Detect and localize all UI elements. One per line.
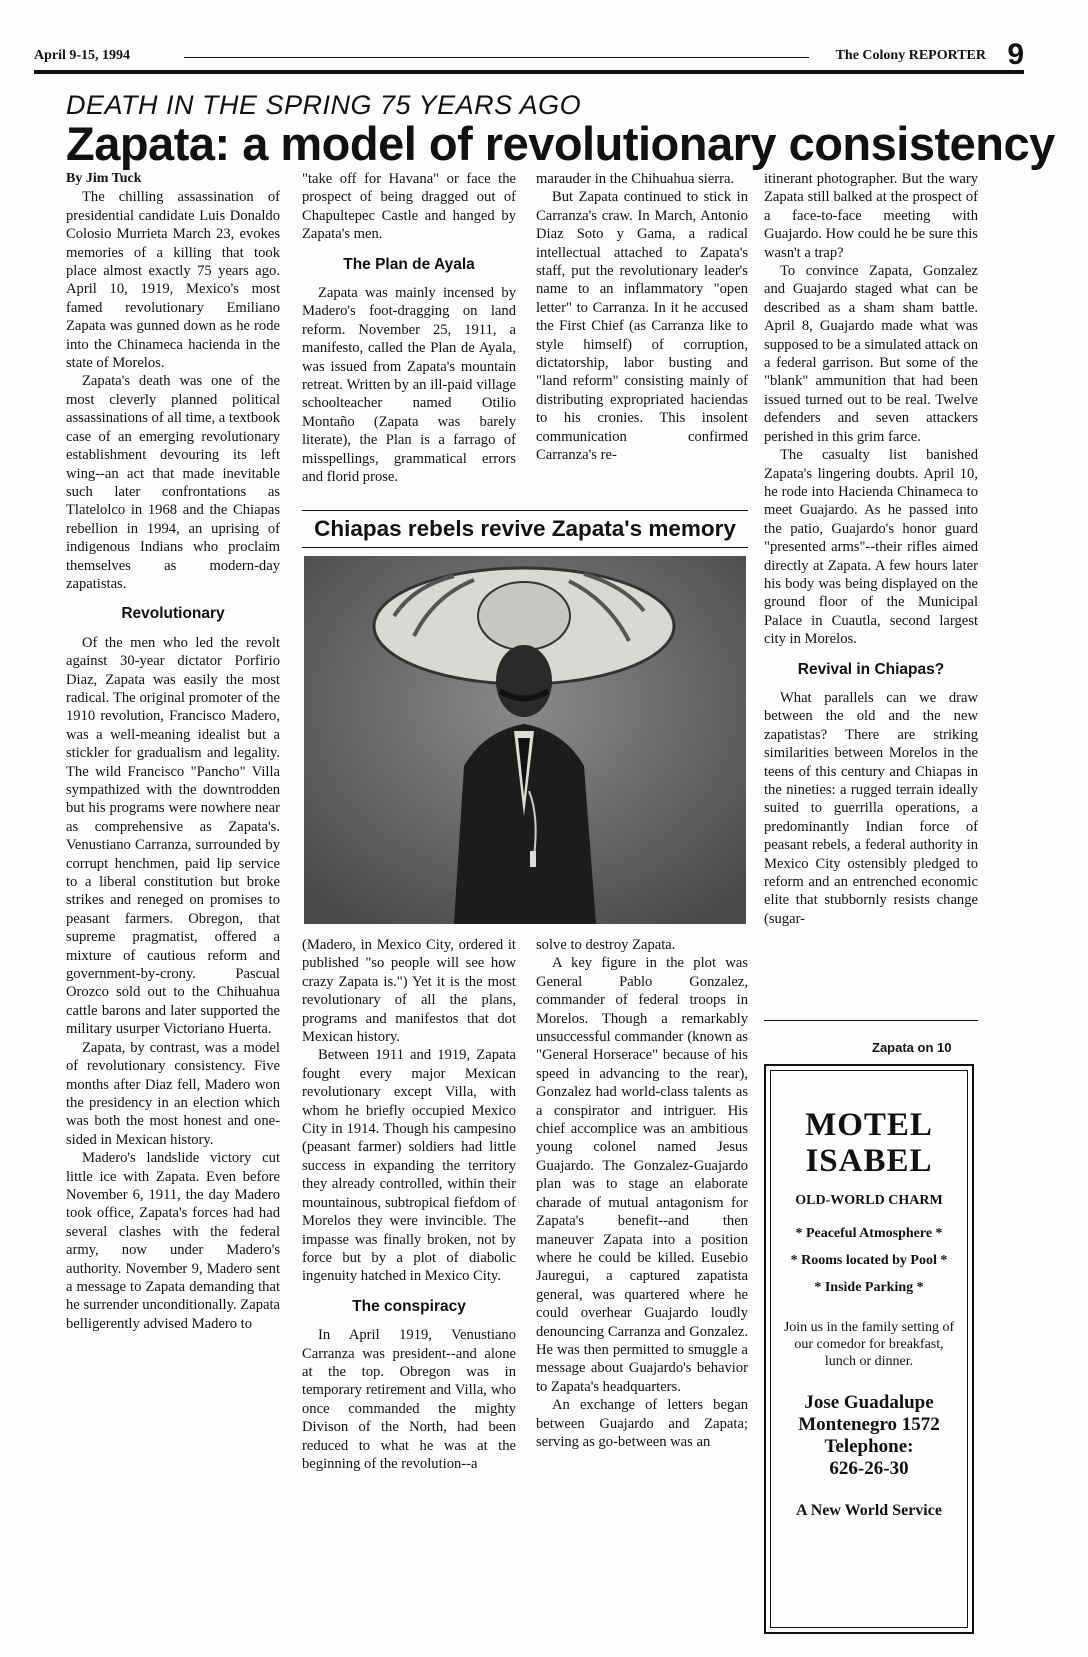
- paragraph: Of the men who led the revolt against 30-year dictator Porfirio Diaz, Zapata was easily the most radical. The original promoter of the 1910 revolution, Francisco Madero, was a well-meaning idealist but a stickler for gradualism and legality. The wild Francisco "Pancho" Villa sympathized with the downtrodden but his programs were nowhere near as comprehensive as Zapata's. Venustiano Carranza, surrounded by corrupt henchmen, paid lip service to a liberal constitution but broke strikes and reneged on promises to peasant farmers. Obregon, that supreme pragmatist, offered a mixture of cautious reform and government-by-crony. Pascual Orozco sold out to the Chihuahua cattle barons and later supported the military usurper Victoriano Huerta.: [66, 634, 280, 1038]
- paragraph: But Zapata continued to stick in Carranza's craw. In March, Antonio Diaz Soto y Gama, a radical intellectual attached to Zapata's staff, put the revolutionary leader's name to an inflammatory "open letter" to Carranza. In it he accused the First Chief (as Carranza like to style himself) of corruption, dictatorship, labor busting and "land reform" consisting mainly of distributing expropriated haciendas to his cronies. This insolent communication confirmed Carranza's re-: [536, 189, 748, 464]
- ad-address-line: Montenegro 1572: [798, 1414, 940, 1435]
- page-number: 9: [1007, 38, 1024, 71]
- paragraph: A key figure in the plot was General Pablo Gonzalez, commander of federal troops in Morelos. Though a remarkably unsuccessful commander (known as "General Horserace" because of his speed in advancing to the rear), Gonzalez had world-class talents as a conspirator and intriguer. His chief accomplice was an ambitious young colonel named Jesus Guajardo. The Gonzalez-Guajardo plan was to stage an elaborate charade of mutual antagonism for Zapata's benefit--and then maneuver Zapata into a position where he could be killed. Eusebio Jauregui, a captured zapatista general, was quartered where he could overhear Guajardo loudly denouncing Carranza and Gonzalez. He was then permitted to smuggle a message about Guajardo's behavior to Zapata's headquarters.: [536, 955, 748, 1395]
- newspaper-name: The Colony REPORTER: [835, 48, 986, 63]
- continued-on-link[interactable]: Zapata on 10: [872, 1040, 952, 1055]
- paragraph: An exchange of letters began between Guajardo and Zapata; serving as go-between was an: [536, 1397, 748, 1450]
- byline: By Jim Tuck: [66, 171, 142, 186]
- ad-features: [771, 1225, 967, 1297]
- paragraph: itinerant photographer. But the wary Zapata still balked at the prospect of a face-to-face meeting with Guajardo. How could he be sure this wasn't a trap?: [764, 171, 978, 261]
- article-column-3-bottom: [536, 936, 748, 1451]
- paragraph: What parallels can we draw between the old and the new zapatistas? There are striking similarities between Morelos in the teens of this century and Chiapas in the nineties: a rugged terrain ideally suited to guerrilla operations, a predominantly Indian force of peasant rebels, a federal authority in Mexico City ostensibly pledged to reform and an entrenched economic elite that stubbornly resists change (sugar-: [764, 689, 978, 927]
- paragraph: Zapata, by contrast, was a model of revolutionary consistency. Five months after Diaz fell, Madero won the presidency in an election which was both the most honest and one-sided in Mexican history.: [66, 1039, 280, 1148]
- article-column-4: [764, 170, 978, 928]
- zapata-portrait-photo: [304, 556, 746, 924]
- paragraph: In April 1919, Venustiano Carranza was president--and alone at the top. Obregon was in temporary retirement and Villa, who once commanded the mighty Divison of the North, had been reduced to what he was at the beginning of the revolution--a: [302, 1327, 516, 1472]
- ad-feature: * Rooms located by Pool *: [790, 1253, 948, 1268]
- paragraph: Madero's landslide victory cut little ice with Zapata. Even before November 6, 1911, the day Madero took office, Zapata's forces had had several clashes with the federal army, now under Madero's authority. November 9, Madero sent a message to Zapata demanding that he surrender unconditionally. Zapata belligerently advised Madero to: [66, 1150, 280, 1332]
- ad-feature: * Inside Parking *: [814, 1280, 924, 1295]
- paragraph: "take off for Havana" or face the prospect of being dragged out of Chapultepec Castle and hanged by Zapata's men.: [302, 171, 516, 243]
- subhead-plan-de-ayala: The Plan de Ayala: [343, 255, 475, 273]
- issue-date: April 9-15, 1994: [34, 48, 131, 63]
- headline: Zapata: a model of revolutionary consistency: [66, 117, 1055, 170]
- subhead-revival: Revival in Chiapas?: [797, 660, 945, 678]
- ad-feature: * Peaceful Atmosphere *: [795, 1226, 943, 1241]
- photo-headline: Chiapas rebels revive Zapata's memory: [314, 516, 736, 541]
- paragraph: Zapata's death was one of the most cleverly planned political assassinations of all time, a textbook case of an emerging revolutionary establishment devouring its left wing--an act that made inevitable such later confrontations as Tlatelolco in 1968 and the Chiapas rebellion in 1994, an uprising of indigenous Indians who proclaim themselves as modern-day zapatistas.: [66, 373, 281, 592]
- ad-title-line: MOTEL: [805, 1107, 933, 1143]
- paragraph: solve to destroy Zapata.: [536, 937, 676, 953]
- ad-address: [771, 1392, 967, 1480]
- paragraph: The chilling assassination of presidential candidate Luis Donaldo Colosio Murrieta March 23, evokes memories of a killing that took place almost exactly 75 years ago. April 10, 1919, Mexico's most famed revolutionary Emiliano Zapata was gunned down as he rode into the Chinameca hacienda in the state of Morelos.: [66, 189, 280, 372]
- paragraph: To convince Zapata, Gonzalez and Guajardo staged what can be described as a sham sham battle. April 8, Guajardo made what was supposed to be a simulated attack on a federal garrison. But some of the "blank" ammunition that had been issued turned out to be real. Twelve defenders and seven attackers perished in this grim farce.: [764, 263, 978, 445]
- photo-head-rule: [302, 510, 748, 511]
- article-column-2-top: [302, 170, 516, 487]
- ad-address-line: Jose Guadalupe: [804, 1392, 934, 1413]
- paragraph: The casualty list banished Zapata's lingering doubts. April 10, he rode into Hacienda Chinameca to meet Guajardo. As he passed into the patio, Guajardo's honor guard "presented arms"--their rifles aimed directly at Zapata. A few hours later his body was being displayed on the ground floor of the Municipal Palace in Cuautla, second largest city in Morelos.: [764, 447, 978, 648]
- masthead: [34, 38, 1024, 71]
- article-column-1: [66, 170, 280, 1333]
- subhead-revolutionary: Revolutionary: [121, 605, 225, 623]
- paragraph: (Madero, in Mexico City, ordered it published "so people will see how crazy Zapata is.") Yet it is the most revolutionary of all the plans, programs and manifestos that dot Mexican history.: [302, 937, 516, 1046]
- subhead-conspiracy: The conspiracy: [352, 1297, 466, 1315]
- ad-slogan: A New World Service: [796, 1502, 942, 1519]
- photo-head-rule: [302, 547, 748, 548]
- ad-dining-text: Join us in the family setting of our comedor for breakfast, lunch or dinner.: [783, 1320, 955, 1369]
- continuation-rule: [764, 1020, 978, 1021]
- paragraph: marauder in the Chihuahua sierra.: [536, 171, 735, 187]
- paragraph: Between 1911 and 1919, Zapata fought every major Mexican revolutionary except Villa, with whom he briefly occupied Mexico City in 1914. Though his campesino (peasant farmer) soldiers had little success in expanding the territory they already controlled, within their mountainous, subtropical fiefdom of Morelos they were invincible. The impasse was finally broken, not by force but by a plot of diabolic ingenuity hatched in Mexico City.: [302, 1047, 516, 1285]
- ad-phone-number: 626-26-30: [829, 1458, 909, 1479]
- ad-tagline: OLD-WORLD CHARM: [795, 1193, 943, 1208]
- article-column-3-top: [536, 170, 748, 465]
- motel-advertisement: [764, 1064, 974, 1634]
- masthead-rule: [184, 57, 809, 58]
- ad-title: [771, 1107, 967, 1179]
- zapata-portrait-illustration: [304, 556, 746, 924]
- masthead-thick-rule: [34, 70, 1024, 74]
- paragraph: Zapata was mainly incensed by Madero's foot-dragging on land reform. November 25, 1911, a manifesto, called the Plan de Ayala, was issued from Zapata's mountain retreat. Written by an ill-paid village schoolteacher named Otilio Montaño (Zapata was barely literate), the Plan is a farrago of misspellings, grammatical errors and florid prose.: [302, 285, 516, 486]
- article-column-2-bottom: [302, 936, 516, 1473]
- ad-inner-border: [770, 1070, 968, 1628]
- kicker: DEATH IN THE SPRING 75 YEARS AGO: [66, 90, 582, 120]
- ad-title-line: ISABEL: [805, 1143, 933, 1179]
- ad-phone-label: Telephone:: [824, 1436, 914, 1457]
